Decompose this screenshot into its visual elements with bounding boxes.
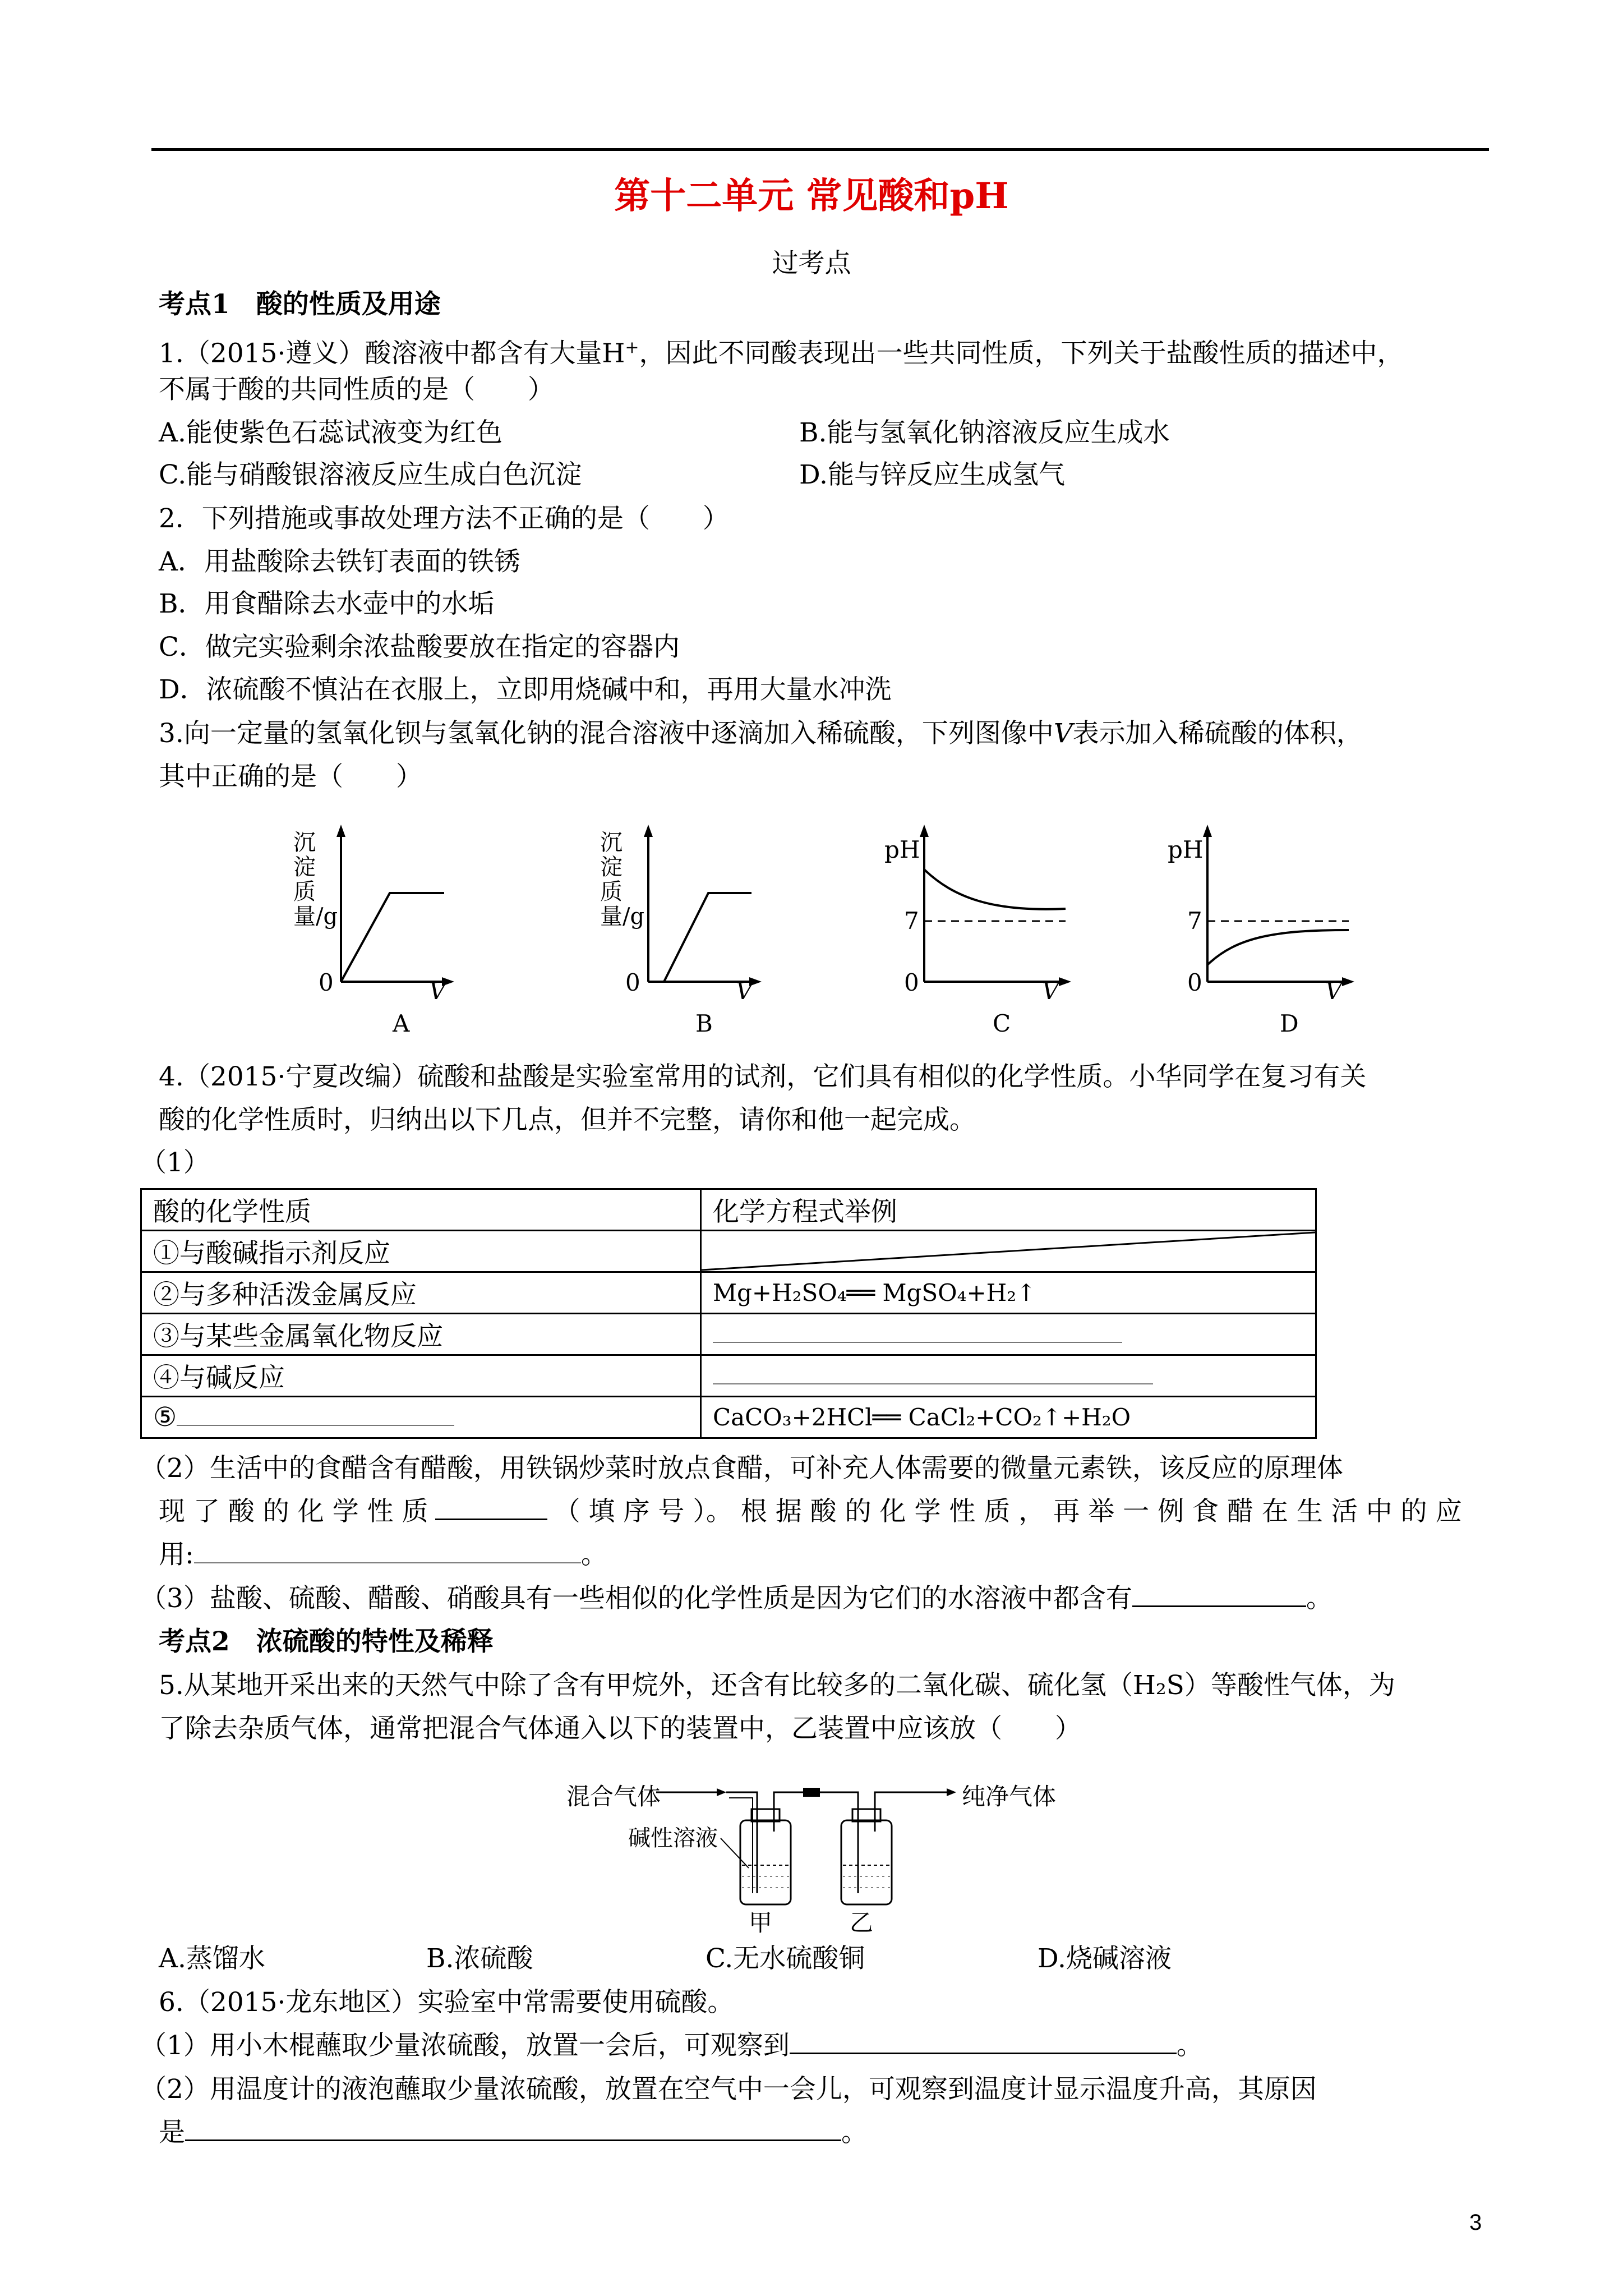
q1-stem-line1: 1.（2015·遵义）酸溶液中都含有大量H+，因此不同酸表现出一些共同性质，下列关于盐酸性质的描述中， — [159, 338, 1404, 369]
graph-a-ylabel: 沉淀质量/g — [293, 830, 338, 930]
diagram-in-label: 混合气体 — [566, 1783, 661, 1810]
graph-a-label: A — [393, 1010, 410, 1037]
property-answer-blank[interactable] — [177, 1404, 454, 1426]
graph-c-xvar: V — [1042, 977, 1059, 1005]
q2-option-d: D．浓硫酸不慎沾在衣服上，立即用烧碱中和，再用大量水冲洗 — [159, 674, 892, 705]
q4-part2-line3: 用: 。 — [159, 1539, 607, 1570]
graph-b-origin: 0 — [625, 969, 640, 996]
q6-part1-blank[interactable] — [790, 2030, 1177, 2054]
table-cell-property: ⑤ — [141, 1397, 701, 1438]
table-header-cell: 化学方程式举例 — [701, 1189, 1316, 1231]
q4-part2-blank1[interactable] — [435, 1496, 547, 1520]
table-row — [141, 1314, 1316, 1355]
q6-stem: 6.（2015·龙东地区）实验室中常需要使用硫酸。 — [159, 1987, 734, 2018]
q5-stem-line2: 了除去杂质气体，通常把混合气体通入以下的装置中，乙装置中应该放（ ） — [159, 1713, 1081, 1744]
table-cell-property: ④与碱反应 — [141, 1355, 701, 1397]
q4-part2-line1: （2）生活中的食醋含有醋酸，用铁锅炒菜时放点食醋，可补充人体需要的微量元素铁，该反应的原理体 — [140, 1453, 1343, 1484]
graph-d-ref: 7 — [1187, 907, 1202, 935]
q2-stem: 2．下列措施或事故处理方法不正确的是（ ） — [159, 503, 729, 534]
graph-d-ylabel: pH — [1168, 836, 1204, 863]
q6-part2-line1: （2）用温度计的液泡蘸取少量浓硫酸，放置在空气中一会儿，可观察到温度计显示温度升高，其原因 — [140, 2074, 1317, 2105]
graph-c-origin: 0 — [904, 969, 919, 996]
q4-part1-label: （1） — [140, 1147, 210, 1178]
q1-option-c: C.能与硝酸银溶液反应生成白色沉淀 — [159, 459, 582, 490]
graph-d-origin: 0 — [1187, 969, 1202, 996]
apparatus-drawing — [656, 1775, 970, 1910]
q3-stem-line2: 其中正确的是（ ） — [159, 761, 422, 792]
q5-option-a: A.蒸馏水 — [159, 1943, 265, 1974]
table-row — [141, 1355, 1316, 1397]
table-cell-property: ①与酸碱指示剂反应 — [141, 1231, 701, 1272]
q4-part3: （3）盐酸、硫酸、醋酸、硝酸具有一些相似的化学性质是因为它们的水溶液中都含有 。 — [140, 1583, 1332, 1614]
q5-option-d: D.烧碱溶液 — [1038, 1943, 1172, 1974]
graph-a-plot — [314, 825, 454, 993]
page-subtitle: 过考点 — [772, 248, 851, 279]
q5-option-c: C.无水硫酸铜 — [706, 1943, 865, 1974]
table-row — [141, 1397, 1316, 1438]
diagram-solution-label: 碱性溶液 — [628, 1825, 718, 1851]
diagonal-slash — [702, 1231, 1315, 1271]
graph-c-ylabel: pH — [884, 836, 920, 863]
q6-part1: （1）用小木棍蘸取少量浓硫酸，放置一会后，可观察到 。 — [140, 2030, 1203, 2061]
q5-stem-line1: 5.从某地开采出来的天然气中除了含有甲烷外，还含有比较多的二氧化碳、硫化氢（H₂S）等酸性气体，为 — [159, 1670, 1395, 1701]
table-cell-equation: Mg+H₂SO₄══ MgSO₄+H₂↑ — [701, 1272, 1316, 1314]
graph-c-ref: 7 — [904, 907, 919, 935]
top-rule — [151, 148, 1489, 151]
graph-a-xvar: V — [429, 977, 446, 1005]
table-row — [141, 1231, 1316, 1272]
q4-stem-line1: 4.（2015·宁夏改编）硫酸和盐酸是实验室常用的试剂，它们具有相似的化学性质。小华同学在复习有关 — [159, 1061, 1367, 1092]
q2-option-a: A．用盐酸除去铁钉表面的铁锈 — [159, 546, 520, 577]
table-cell-slash — [701, 1231, 1316, 1272]
graph-b-xvar: V — [736, 977, 753, 1005]
graph-b-label: B — [695, 1010, 713, 1037]
table-row — [141, 1272, 1316, 1314]
graph-d-label: D — [1280, 1010, 1299, 1037]
q4-stem-line2: 酸的化学性质时，归纳出以下几点，但并不完整，请你和他一起完成。 — [159, 1105, 976, 1135]
page-title: 第十二单元 常见酸和pH — [614, 175, 1009, 217]
table-cell-property: ②与多种活泼金属反应 — [141, 1272, 701, 1314]
diagram-bottle-jia: 甲 — [749, 1909, 773, 1936]
q6-part2-blank[interactable] — [185, 2117, 841, 2141]
q3-stem-line1: 3.向一定量的氢氧化钡与氢氧化钠的混合溶液中逐滴加入稀硫酸，下列图像中V表示加入稀硫酸的体积， — [159, 718, 1363, 749]
graph-d-xvar: V — [1325, 977, 1343, 1005]
q2-option-b: B．用食醋除去水壶中的水垢 — [159, 588, 495, 619]
q1-option-d: D.能与锌反应生成氢气 — [799, 459, 1065, 490]
q2-option-c: C．做完实验剩余浓盐酸要放在指定的容器内 — [159, 632, 680, 662]
table-header-cell: 酸的化学性质 — [141, 1189, 701, 1231]
q6-part2-line2: 是 。 — [159, 2117, 868, 2148]
table-cell-answer-blank[interactable] — [701, 1314, 1316, 1355]
q1-option-b: B.能与氢氧化钠溶液反应生成水 — [799, 417, 1170, 448]
graph-c-label: C — [993, 1010, 1011, 1037]
table-cell-equation: CaCO₃+2HCl══ CaCl₂+CO₂↑+H₂O — [701, 1397, 1316, 1438]
q4-part3-blank[interactable] — [1132, 1583, 1306, 1607]
section-heading-1: 考点1 酸的性质及用途 — [159, 289, 441, 320]
table-header-row — [141, 1189, 1316, 1231]
table-cell-answer-blank[interactable] — [701, 1355, 1316, 1397]
graph-a-origin: 0 — [319, 969, 334, 996]
q4-part2-blank2[interactable] — [194, 1541, 581, 1563]
diagram-bottle-yi: 乙 — [850, 1909, 874, 1936]
acid-properties-table — [140, 1188, 1317, 1439]
diagram-out-label: 纯净气体 — [962, 1783, 1057, 1810]
graph-b-ylabel: 沉淀质量/g — [600, 830, 645, 930]
table-cell-property: ③与某些金属氧化物反应 — [141, 1314, 701, 1355]
page-number: 3 — [1469, 2210, 1482, 2235]
graph-b-plot — [621, 825, 762, 993]
q4-part2-line2: 现 了 酸 的 化 学 性 质 （ 填 序 号 ）。 根 据 酸 的 化 学 性 质 ， 再 举 一 例 食 醋 在 生 活 中 的 应 — [159, 1496, 1462, 1527]
graph-d-plot — [1181, 825, 1360, 993]
section-heading-2: 考点2 浓硫酸的特性及稀释 — [159, 1626, 494, 1657]
graph-c-plot — [897, 825, 1077, 993]
q5-option-b: B.浓硫酸 — [426, 1943, 533, 1974]
q1-stem-line2: 不属于酸的共同性质的是（ ） — [159, 374, 554, 405]
q1-option-a: A.能使紫色石蕊试液变为红色 — [159, 417, 502, 448]
